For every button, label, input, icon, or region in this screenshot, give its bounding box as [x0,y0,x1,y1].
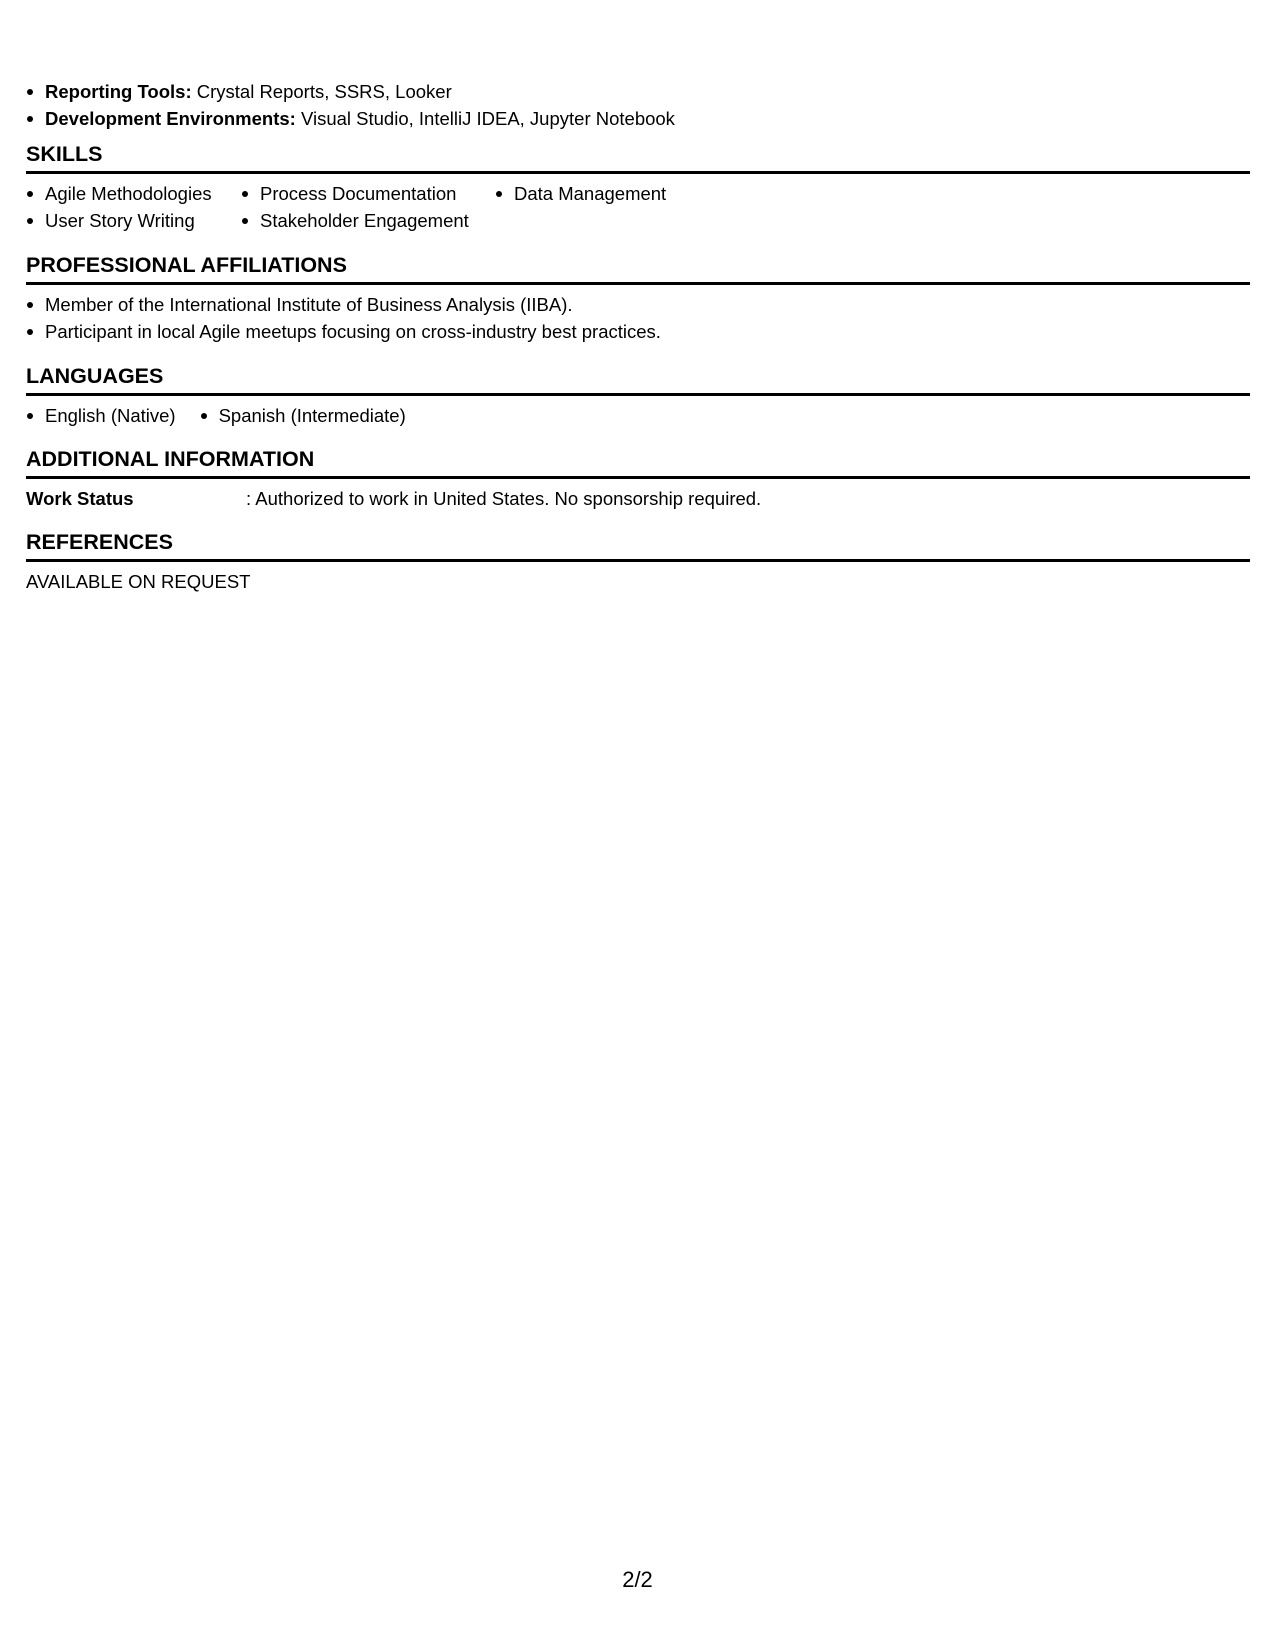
list-item: Data Management [495,180,666,207]
tool-label: Reporting Tools: [45,81,192,102]
list-item: Participant in local Agile meetups focusing on cross-industry best practices. [26,318,661,345]
work-status-row [26,485,761,512]
list-item: Stakeholder Engagement [241,207,469,234]
skills-column-1 [26,180,212,234]
list-item: User Story Writing [26,207,212,234]
additional-info-heading: ADDITIONAL INFORMATION [26,446,1250,479]
skills-column-2 [241,180,469,234]
languages-heading: LANGUAGES [26,363,1250,396]
languages-list [26,402,430,429]
references-heading: REFERENCES [26,529,1250,562]
skills-column-3 [495,180,666,207]
page-number: 2/2 [622,1567,653,1592]
references-text: AVAILABLE ON REQUEST [26,571,251,592]
list-item: Member of the International Institute of Business Analysis (IIBA). [26,291,661,318]
tool-value: Crystal Reports, SSRS, Looker [196,81,452,102]
list-item: Process Documentation [241,180,469,207]
tool-label: Development Environments: [45,108,296,129]
list-item: Spanish (Intermediate) [200,402,406,429]
affiliations-heading: PROFESSIONAL AFFILIATIONS [26,252,1250,285]
tool-value: Visual Studio, IntelliJ IDEA, Jupyter Notebook [300,108,675,129]
work-status-label: Work Status [26,488,134,509]
list-item: Agile Methodologies [26,180,212,207]
affiliations-list [26,291,661,345]
list-item: English (Native) [26,402,176,429]
tools-list [26,78,675,132]
skills-heading: SKILLS [26,141,1250,174]
list-item [26,78,675,105]
list-item [26,105,675,132]
work-status-value: : Authorized to work in United States. No sponsorship required. [246,488,762,509]
